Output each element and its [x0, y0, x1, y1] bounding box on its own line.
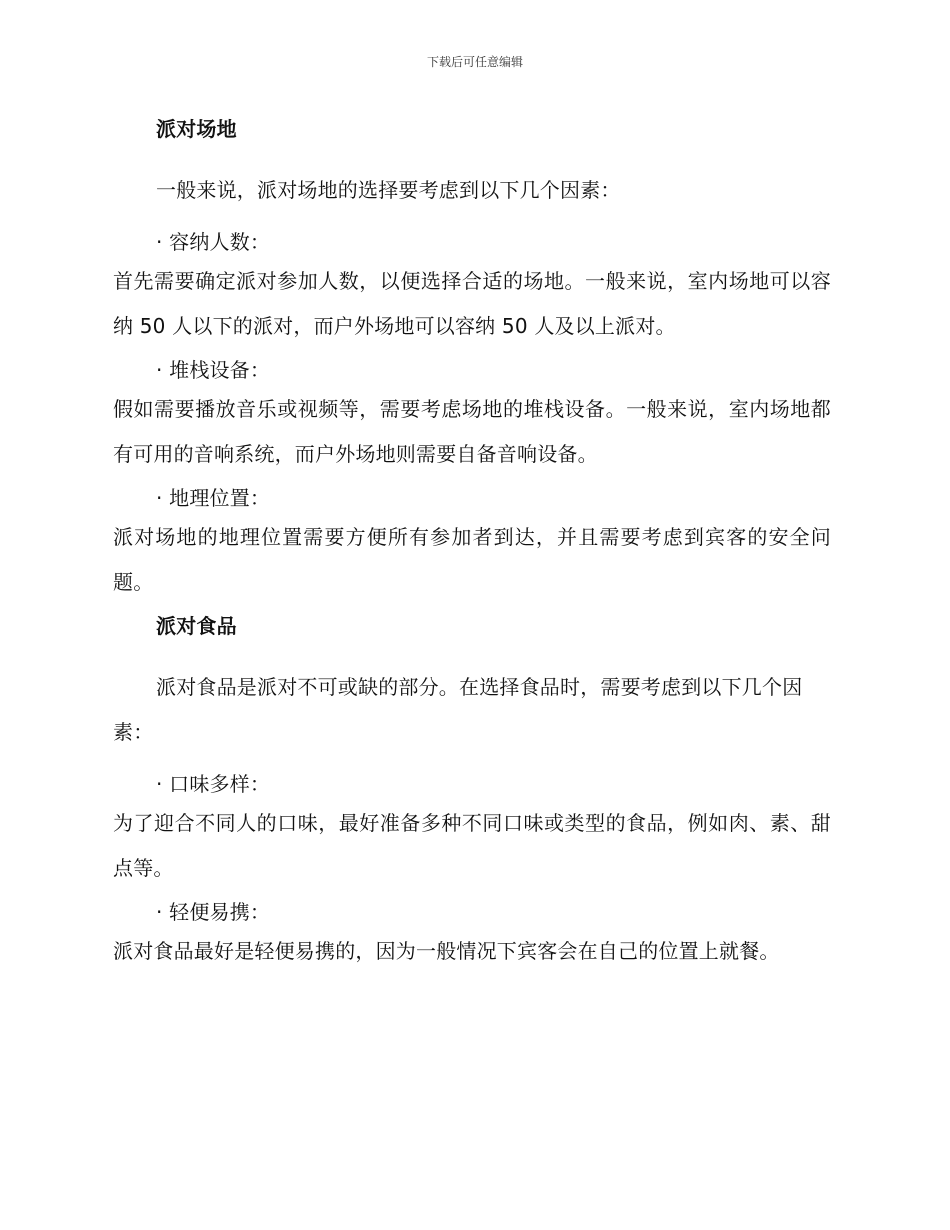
spacer [113, 213, 831, 225]
bullet-equipment: · 堆栈设备： [156, 358, 271, 382]
paragraph-capacity: 首先需要确定派对参加人数，以便选择合适的场地。一般来说，室内场地可以容纳 50 人以下的派对，而户外场地可以容纳 50 人及以上派对。 [113, 269, 831, 338]
spacer [113, 643, 831, 665]
document-content [113, 112, 831, 974]
spacer [113, 755, 831, 767]
header-note: 下载后可任意编辑 [426, 55, 523, 69]
bullet-variety: · 口味多样： [156, 772, 271, 796]
section-heading-food: 派对食品 [156, 614, 237, 638]
section-heading-venue: 派对场地 [156, 117, 237, 141]
paragraph-location: 派对场地的地理位置需要方便所有参加者到达，并且需要考虑到宾客的安全问题。 [113, 525, 831, 594]
bullet-capacity: · 容纳人数： [156, 230, 271, 254]
paragraph-equipment: 假如需要播放音乐或视频等，需要考虑场地的堆栈设备。一般来说，室内场地都有可用的音响系统，而户外场地则需要自备音响设备。 [113, 397, 831, 466]
bullet-location: · 地理位置： [156, 486, 271, 510]
section-intro-venue: 一般来说，派对场地的选择要考虑到以下几个因素： [156, 178, 621, 202]
spacer [113, 146, 831, 168]
paragraph-variety: 为了迎合不同人的口味，最好准备多种不同口味或类型的食品，例如肉、素、甜点等。 [113, 811, 831, 880]
paragraph-portable: 派对食品最好是轻便易携的，因为一般情况下宾客会在自己的位置上就餐。 [113, 939, 780, 963]
section-intro-food: 派对食品是派对不可或缺的部分。在选择食品时，需要考虑到以下几个因素： [113, 675, 803, 744]
bullet-portable: · 轻便易携： [156, 900, 271, 924]
